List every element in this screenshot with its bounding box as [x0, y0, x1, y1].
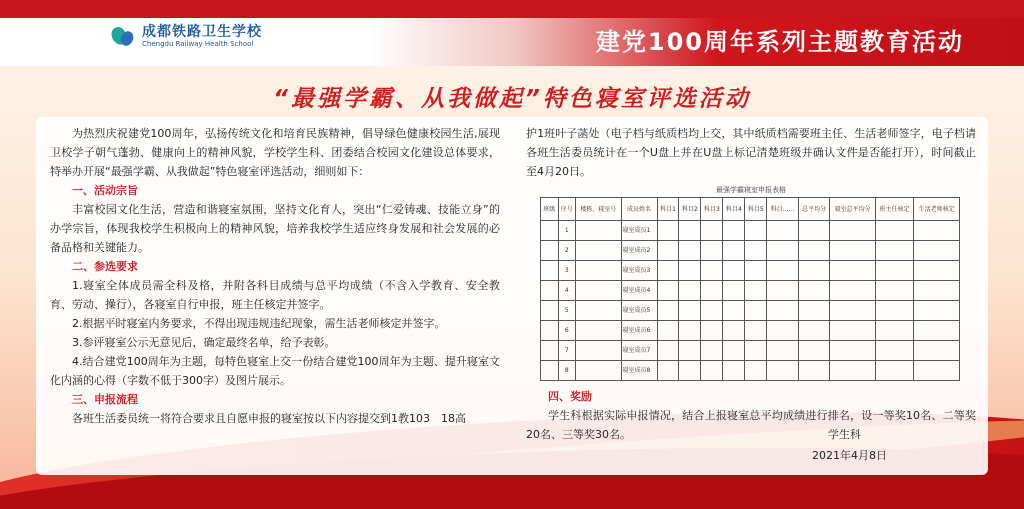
- table-cell: [723, 361, 745, 381]
- table-cell: [798, 281, 830, 301]
- col-room: 楼栋、寝室号: [576, 198, 622, 221]
- section-heading-purpose: 一、活动宗旨: [72, 184, 138, 197]
- left-column: [50, 124, 500, 428]
- signature: 学生科: [828, 428, 861, 441]
- table-cell: [679, 321, 701, 341]
- table-cell: [541, 241, 559, 261]
- row-member: 寝室成员8: [621, 361, 657, 381]
- table-cell: [875, 221, 914, 241]
- col-subject5: 科目5: [745, 198, 767, 221]
- table-cell: [541, 341, 559, 361]
- process-paragraph-continued: 护1班叶子菡处（电子档与纸质档均上交，其中纸质档需要班主任、生活老师签字，电子档请各班生活委员统计在一个U盘上并在U盘上标记清楚班级并确认文件是否能打开），时间截止至4月20日。: [526, 127, 976, 178]
- table-cell: [657, 361, 679, 381]
- table-cell: [830, 221, 876, 241]
- table-cell: [723, 261, 745, 281]
- table-cell: [914, 281, 960, 301]
- table-cell: [576, 261, 622, 281]
- table-cell: [679, 281, 701, 301]
- table-cell: [576, 241, 622, 261]
- table-cell: [541, 221, 559, 241]
- col-subject2: 科目2: [679, 198, 701, 221]
- col-subject4: 科目4: [723, 198, 745, 221]
- table-cell: [576, 281, 622, 301]
- table-cell: [541, 301, 559, 321]
- table-cell: [576, 321, 622, 341]
- table-cell: [767, 341, 799, 361]
- table-cell: [541, 281, 559, 301]
- table-cell: [767, 281, 799, 301]
- table-cell: [798, 321, 830, 341]
- table-cell: [657, 241, 679, 261]
- table-cell: [767, 221, 799, 241]
- section-heading-awards: 四、奖励: [548, 390, 592, 403]
- table-cell: [875, 281, 914, 301]
- section-heading-requirements: 二、参选要求: [72, 260, 138, 273]
- table-cell: [541, 261, 559, 281]
- col-class: 班级: [541, 198, 559, 221]
- table-cell: [679, 221, 701, 241]
- table-cell: [830, 361, 876, 381]
- row-seq: 6: [558, 321, 576, 341]
- row-seq: 5: [558, 301, 576, 321]
- table-cell: [723, 221, 745, 241]
- table-cell: [679, 241, 701, 261]
- table-cell: [679, 341, 701, 361]
- table-cell: [798, 221, 830, 241]
- table-cell: [745, 241, 767, 261]
- table-cell: [723, 321, 745, 341]
- table-cell: [798, 241, 830, 261]
- table-cell: [701, 361, 723, 381]
- table-cell: [798, 261, 830, 281]
- table-cell: [745, 221, 767, 241]
- table-cell: [914, 301, 960, 321]
- col-member: 成员姓名: [621, 198, 657, 221]
- table-cell: [657, 321, 679, 341]
- table-cell: [875, 341, 914, 361]
- school-logo: [110, 24, 262, 50]
- row-member: 寝室成员6: [621, 321, 657, 341]
- requirement-item: 3.参评寝室公示无意见后，确定最终名单，给予表彰。: [72, 336, 336, 349]
- issue-date: 2021年4月8日: [812, 449, 887, 462]
- col-life-teacher-check: 生活老师核定: [914, 198, 960, 221]
- table-row: [541, 281, 960, 301]
- table-title: 最强学霸寝室申报表格: [716, 186, 786, 194]
- table-cell: [875, 301, 914, 321]
- table-cell: [745, 301, 767, 321]
- table-cell: [767, 261, 799, 281]
- school-name-cn: 成都铁路卫生学校: [142, 24, 262, 40]
- col-subject-more: 科目……: [767, 198, 799, 221]
- table-cell: [701, 281, 723, 301]
- row-member: 寝室成员4: [621, 281, 657, 301]
- requirement-item: 4.结合建党100周年为主题，每特色寝室上交一份结合建党100周年为主题、提升寝室文化内涵的心得（字数不低于300字）及图片展示。: [50, 355, 500, 387]
- table-cell: [541, 321, 559, 341]
- event-title: “最强学霸、从我做起”特色寝室评选活动: [273, 86, 751, 112]
- table-cell: [914, 261, 960, 281]
- row-seq: 2: [558, 241, 576, 261]
- table-row: [541, 301, 960, 321]
- table-row: [541, 221, 960, 241]
- table-row: [541, 321, 960, 341]
- table-cell: [914, 221, 960, 241]
- table-cell: [657, 281, 679, 301]
- table-cell: [701, 341, 723, 361]
- logo-icon: [110, 24, 136, 50]
- table-cell: [745, 341, 767, 361]
- table-cell: [701, 241, 723, 261]
- table-cell: [875, 321, 914, 341]
- row-seq: 7: [558, 341, 576, 361]
- table-cell: [723, 281, 745, 301]
- row-seq: 4: [558, 281, 576, 301]
- table-cell: [798, 301, 830, 321]
- table-cell: [914, 321, 960, 341]
- table-cell: [576, 221, 622, 241]
- table-cell: [745, 361, 767, 381]
- table-cell: [679, 261, 701, 281]
- table-cell: [701, 261, 723, 281]
- intro-paragraph: 为热烈庆祝建党100周年，弘扬传统文化和培育民族精神，倡导绿色健康校园生活,展现卫校学子朝气蓬勃、健康向上的精神风貌，学校学生科、团委结合校园文化建设总体要求，特举办开展“最强学霸、从我做起”特色寝室评选活动，细则如下：: [50, 127, 500, 178]
- col-subject1: 科目1: [657, 198, 679, 221]
- school-name-en: Chengdu Railway Health School: [142, 40, 254, 48]
- awards-paragraph: 学生科根据实际申报情况，结合上报寝室总平均成绩进行排名，设一等奖10名、二等奖20名、三等奖30名。: [526, 409, 976, 441]
- table-cell: [576, 301, 622, 321]
- table-cell: [723, 341, 745, 361]
- application-table: [540, 197, 960, 381]
- col-teacher-check: 班主任核定: [875, 198, 914, 221]
- table-cell: [830, 321, 876, 341]
- table-cell: [576, 361, 622, 381]
- row-member: 寝室成员3: [621, 261, 657, 281]
- table-cell: [679, 361, 701, 381]
- table-cell: [830, 241, 876, 261]
- table-cell: [875, 261, 914, 281]
- table-cell: [830, 281, 876, 301]
- header-title: 建党100周年系列主题教育活动: [595, 28, 964, 56]
- table-cell: [679, 301, 701, 321]
- table-row: [541, 341, 960, 361]
- requirement-item: 2.根据平时寝室内务要求，不得出现违规违纪现象，需生活老师核定并签字。: [72, 317, 446, 330]
- table-cell: [875, 361, 914, 381]
- table-cell: [914, 341, 960, 361]
- table-cell: [798, 341, 830, 361]
- purpose-paragraph: 丰富校园文化生活，营造和谐寝室氛围，坚持文化育人，突出“仁爱铸魂、技能立身”的办学宗旨，体现我校学生积极向上的精神风貌，培养我校学生适应终身发展和社会发展的必备品格和关键能力。: [50, 203, 500, 254]
- table-cell: [657, 301, 679, 321]
- table-cell: [701, 221, 723, 241]
- table-cell: [914, 361, 960, 381]
- table-cell: [830, 261, 876, 281]
- table-cell: [657, 341, 679, 361]
- row-seq: 8: [558, 361, 576, 381]
- col-room-average: 寝室总平均分: [830, 198, 876, 221]
- table-row: [541, 261, 960, 281]
- table-cell: [767, 361, 799, 381]
- table-row: [541, 361, 960, 381]
- table-cell: [875, 241, 914, 261]
- table-cell: [767, 241, 799, 261]
- section-heading-process: 三、申报流程: [72, 393, 138, 406]
- process-paragraph-start: 各班生活委员统一将符合要求且自愿申报的寝室按以下内容提交到1教103 18高: [72, 412, 466, 425]
- col-average: 总平均分: [798, 198, 830, 221]
- requirement-item: 1.寝室全体成员需全科及格，并附各科目成绩与总平均成绩（不含入学教育、安全教育、劳动、操行），各寝室自行申报，班主任核定并签字。: [50, 279, 500, 311]
- table-cell: [723, 301, 745, 321]
- col-seq: 序号: [558, 198, 576, 221]
- table-cell: [541, 361, 559, 381]
- row-seq: 1: [558, 221, 576, 241]
- table-cell: [914, 241, 960, 261]
- content-panel: [36, 117, 988, 475]
- table-cell: [657, 221, 679, 241]
- row-member: 寝室成员2: [621, 241, 657, 261]
- right-column: [526, 124, 976, 444]
- table-body: [541, 221, 960, 381]
- row-member: 寝室成员1: [621, 221, 657, 241]
- table-row: [541, 241, 960, 261]
- table-cell: [767, 301, 799, 321]
- row-seq: 3: [558, 261, 576, 281]
- table-header-row: [541, 198, 960, 221]
- row-member: 寝室成员7: [621, 341, 657, 361]
- row-member: 寝室成员5: [621, 301, 657, 321]
- table-cell: [576, 341, 622, 361]
- table-cell: [767, 321, 799, 341]
- table-cell: [701, 321, 723, 341]
- table-cell: [723, 241, 745, 261]
- table-cell: [830, 301, 876, 321]
- table-cell: [745, 321, 767, 341]
- table-cell: [830, 341, 876, 361]
- table-cell: [798, 361, 830, 381]
- table-cell: [701, 301, 723, 321]
- col-subject3: 科目3: [701, 198, 723, 221]
- table-cell: [745, 281, 767, 301]
- table-cell: [657, 261, 679, 281]
- table-cell: [745, 261, 767, 281]
